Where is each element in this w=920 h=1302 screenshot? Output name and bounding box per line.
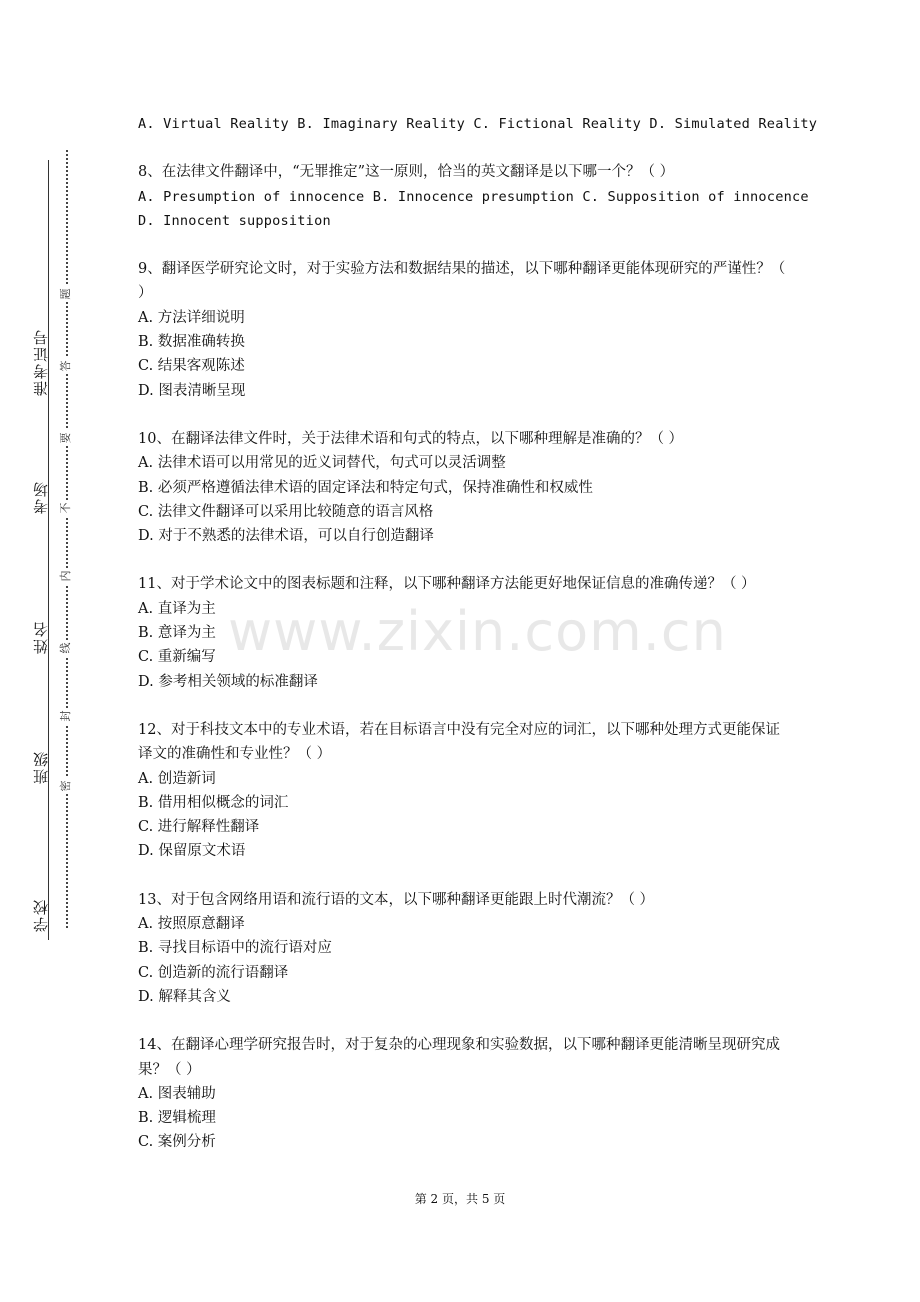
question-14 [138, 1033, 788, 1154]
question-13 [138, 888, 788, 1009]
option-a: A. 法律术语可以用常见的近义词替代，句式可以灵活调整 [138, 455, 506, 472]
seal-char: 要 [58, 430, 74, 446]
option-c: C. 案例分析 [138, 1134, 216, 1151]
option-a: A. 直译为主 [138, 600, 216, 617]
option-b: B. 逻辑梳理 [138, 1110, 216, 1127]
field-label-name: 姓名 [32, 620, 50, 654]
seal-char: 不 [58, 500, 74, 516]
option-d: D. 对于不熟悉的法律术语，可以自行创造翻译 [138, 528, 434, 545]
option-c: C. 创造新的流行语翻译 [138, 964, 289, 981]
option-c: C. 法律文件翻译可以采用比较随意的语言风格 [138, 503, 434, 520]
field-label-exam-room: 考场 [32, 480, 50, 514]
option-b: B. 必须严格遵循法律术语的固定译法和特定句式，保持准确性和权威性 [138, 479, 593, 496]
question-12 [138, 718, 788, 864]
option-line: D. Innocent supposition [138, 212, 331, 229]
option-c: C. 重新编写 [138, 649, 216, 666]
option-a: A. 方法详细说明 [138, 309, 245, 326]
question-10 [138, 427, 788, 548]
seal-char: 内 [58, 568, 74, 584]
question-stem: 13、对于包含网络用语和流行语的文本，以下哪种翻译更能跟上时代潮流？（ ） [138, 891, 655, 908]
option-d: D. 图表清晰呈现 [138, 382, 246, 399]
binding-margin [14, 150, 76, 950]
question-stem: 8、在法律文件翻译中，“无罪推定”这一原则，恰当的英文翻译是以下哪一个？（ ） [138, 164, 675, 181]
question-stem: 9、翻译医学研究论文时，对于实验方法和数据结果的描述，以下哪种翻译更能体现研究的严谨性？（ ） [138, 261, 786, 302]
seal-dotted-line [66, 150, 68, 928]
option-d: D. 解释其含义 [138, 988, 231, 1005]
option-line: A. Virtual Reality B. Imaginary Reality C. Fictional Reality D. Simulated Reality [138, 116, 818, 132]
option-b: B. 数据准确转换 [138, 334, 245, 351]
question-stem: 12、对于科技文本中的专业术语，若在目标语言中没有完全对应的词汇，以下哪种处理方式更能保证译文的准确性和专业性？（ ） [138, 721, 780, 763]
seal-char: 题 [58, 286, 74, 302]
option-d: D. 保留原文术语 [138, 843, 246, 860]
question-8 [138, 160, 809, 233]
binding-field-line [48, 160, 49, 940]
question-stem: 14、在翻译心理学研究报告时，对于复杂的心理现象和实验数据，以下哪种翻译更能清晰呈现研究成果？（ ） [138, 1037, 780, 1078]
option-c: C. 进行解释性翻译 [138, 819, 260, 836]
question-stem: 11、对于学术论文中的图表标题和注释，以下哪种翻译方法能更好地保证信息的准确传递？（ ） [138, 576, 756, 593]
question-7-options [138, 112, 818, 136]
seal-char: 密 [58, 778, 74, 794]
option-b: B. 借用相似概念的词汇 [138, 794, 289, 811]
option-d: D. 参考相关领域的标准翻译 [138, 673, 318, 690]
exam-content [138, 112, 818, 1179]
option-a: A. 按照原意翻译 [138, 916, 245, 933]
seal-char: 线 [58, 640, 74, 656]
seal-char: 答 [58, 358, 74, 374]
page-footer: 第 2 页，共 5 页 [414, 1192, 506, 1206]
option-a: A. 图表辅助 [138, 1085, 216, 1102]
seal-char: 封 [58, 708, 74, 724]
question-9 [138, 257, 788, 403]
option-b: B. 寻找目标语中的流行语对应 [138, 940, 332, 957]
option-c: C. 结果客观陈述 [138, 358, 245, 375]
question-stem: 10、在翻译法律文件时，关于法律术语和句式的特点，以下哪种理解是准确的？（ ） [138, 430, 684, 447]
option-line: A. Presumption of innocence B. Innocence presumption C. Supposition of innocence [138, 188, 809, 205]
field-label-exam-id: 准考证号 [32, 328, 50, 396]
option-b: B. 意译为主 [138, 625, 216, 642]
option-a: A. 创造新词 [138, 770, 216, 787]
question-11 [138, 572, 788, 693]
watermark: www.zixin.com.cn [228, 600, 727, 663]
field-label-class: 班级 [32, 750, 50, 784]
field-label-school: 学校 [32, 898, 50, 932]
